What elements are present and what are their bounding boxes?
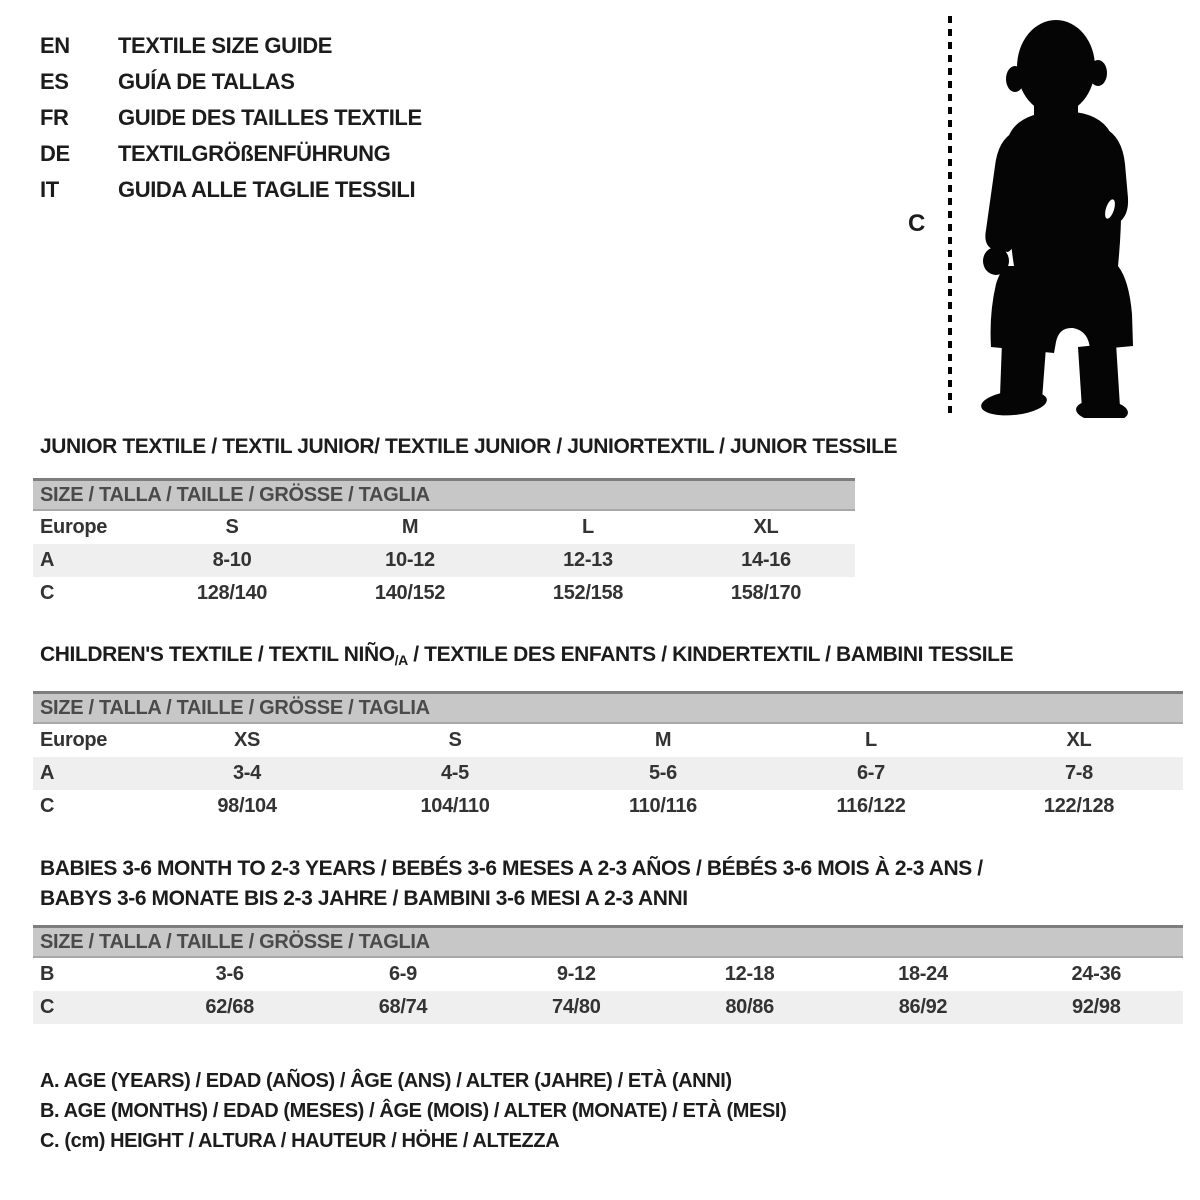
legend	[40, 1066, 786, 1156]
value-cell: 3-4	[232, 762, 261, 784]
language-code: FR	[40, 105, 69, 130]
legend-line: A. AGE (YEARS) / EDAD (AÑOS) / ÂGE (ANS) / ALTER (JAHRE) / ETÀ (ANNI)	[40, 1070, 732, 1092]
title-text: BABIES 3-6 MONTH TO 2-3 YEARS / BEBÉS 3-6 MESES A 2-3 AÑOS / BÉBÉS 3-6 MOIS À 2-3 ANS /	[40, 857, 983, 880]
value-cell: 12-18	[724, 963, 775, 985]
table-row	[33, 577, 855, 610]
table-row	[33, 544, 855, 577]
title-text: BABYS 3-6 MONATE BIS 2-3 JAHRE / BAMBINI 3-6 MESI A 2-3 ANNI	[40, 887, 688, 910]
value-cell: 18-24	[898, 963, 948, 985]
value-cell: 92/98	[1072, 996, 1121, 1018]
legend-line: B. AGE (MONTHS) / EDAD (MESES) / ÂGE (MOIS) / ALTER (MONATE) / ETÀ (MESI)	[40, 1100, 787, 1122]
value-cell: 4-5	[440, 762, 469, 784]
section-babies-textile	[33, 854, 1183, 1024]
section-junior-textile	[33, 432, 898, 610]
section-title	[40, 640, 1183, 675]
value-cell: 5-6	[648, 762, 677, 784]
row-label-cell: Europe	[40, 516, 108, 538]
value-cell: 122/128	[1043, 795, 1115, 817]
language-title: TEXTILGRÖßENFÜHRUNG	[118, 141, 391, 166]
value-cell: 8-10	[212, 549, 252, 571]
value-cell: 24-36	[1071, 963, 1122, 985]
size-table	[33, 925, 1183, 1024]
table-row	[33, 958, 1183, 991]
size-table-header: SIZE / TALLA / TAILLE / GRÖSSE / TAGLIA	[33, 478, 855, 511]
language-row	[40, 64, 422, 100]
value-cell: 158/170	[730, 582, 802, 604]
value-cell: XS	[233, 729, 261, 751]
section-childrens-textile	[33, 640, 1183, 823]
value-cell: L	[865, 729, 877, 751]
value-cell: 62/68	[205, 996, 254, 1018]
value-cell: 98/104	[217, 795, 277, 817]
value-cell: 86/92	[898, 996, 948, 1018]
table-row	[33, 790, 1183, 823]
size-table	[33, 478, 855, 610]
title-text: JUNIOR TEXTILE / TEXTIL JUNIOR/ TEXTILE JUNIOR / JUNIORTEXTIL / JUNIOR TESSILE	[40, 435, 898, 458]
language-row	[40, 100, 422, 136]
row-label-cell: A	[40, 762, 55, 784]
size-table	[33, 691, 1183, 823]
value-cell: M	[401, 516, 419, 538]
table-row	[33, 724, 1183, 757]
table-row	[33, 757, 1183, 790]
value-cell: 74/80	[552, 996, 601, 1018]
title-text: CHILDREN'S TEXTILE / TEXTIL NIÑO	[40, 643, 395, 666]
value-cell: 6-9	[388, 963, 417, 985]
value-cell: 140/152	[374, 582, 446, 604]
language-list	[40, 28, 422, 208]
value-cell: 80/86	[725, 996, 774, 1018]
value-cell: S	[225, 516, 239, 538]
row-label-cell: B	[40, 963, 55, 985]
section-title	[40, 884, 1183, 914]
row-label-cell: C	[40, 996, 55, 1018]
language-code: EN	[40, 33, 70, 58]
value-cell: 116/122	[836, 795, 906, 817]
height-measure-line	[948, 16, 952, 418]
row-label-cell: A	[40, 549, 55, 571]
row-label-cell: C	[40, 795, 55, 817]
value-cell: 12-13	[563, 549, 613, 571]
language-title: GUIDE DES TAILLES TEXTILE	[118, 105, 422, 130]
value-cell: 110/116	[629, 795, 697, 817]
value-cell: 3-6	[215, 963, 244, 985]
size-table-header: SIZE / TALLA / TAILLE / GRÖSSE / TAGLIA	[33, 925, 1183, 958]
value-cell: 68/74	[378, 996, 428, 1018]
language-code: DE	[40, 141, 70, 166]
value-cell: 104/110	[420, 795, 490, 817]
value-cell: XL	[753, 516, 779, 538]
value-cell: 6-7	[856, 762, 885, 784]
value-cell: 10-12	[385, 549, 435, 571]
table-row	[33, 511, 855, 544]
title-subscript: /A	[394, 652, 408, 668]
row-label-cell: C	[40, 582, 55, 604]
toddler-silhouette-icon	[968, 16, 1144, 418]
size-table-header: SIZE / TALLA / TAILLE / GRÖSSE / TAGLIA	[33, 691, 1183, 724]
value-cell: 14-16	[741, 549, 791, 571]
measure-label-c: C	[908, 210, 926, 237]
value-cell: 152/158	[552, 582, 624, 604]
legend-line: C. (cm) HEIGHT / ALTURA / HAUTEUR / HÖHE / ALTEZZA	[40, 1130, 560, 1152]
value-cell: L	[582, 516, 594, 538]
language-title: GUÍA DE TALLAS	[118, 69, 295, 94]
language-row	[40, 136, 422, 172]
value-cell: S	[448, 729, 462, 751]
table-row	[33, 991, 1183, 1024]
language-title: TEXTILE SIZE GUIDE	[118, 33, 333, 58]
value-cell: XL	[1066, 729, 1092, 751]
section-title	[40, 432, 898, 462]
language-title: GUIDA ALLE TAGLIE TESSILI	[118, 177, 416, 202]
value-cell: 7-8	[1064, 762, 1093, 784]
language-code: IT	[40, 177, 59, 202]
section-title	[40, 854, 1183, 884]
language-row	[40, 172, 422, 208]
row-label-cell: Europe	[40, 729, 108, 751]
value-cell: M	[654, 729, 672, 751]
language-row	[40, 28, 422, 64]
value-cell: 128/140	[196, 582, 268, 604]
title-text: / TEXTILE DES ENFANTS / KINDERTEXTIL / BAMBINI TESSILE	[407, 643, 1014, 666]
language-code: ES	[40, 69, 69, 94]
value-cell: 9-12	[556, 963, 596, 985]
